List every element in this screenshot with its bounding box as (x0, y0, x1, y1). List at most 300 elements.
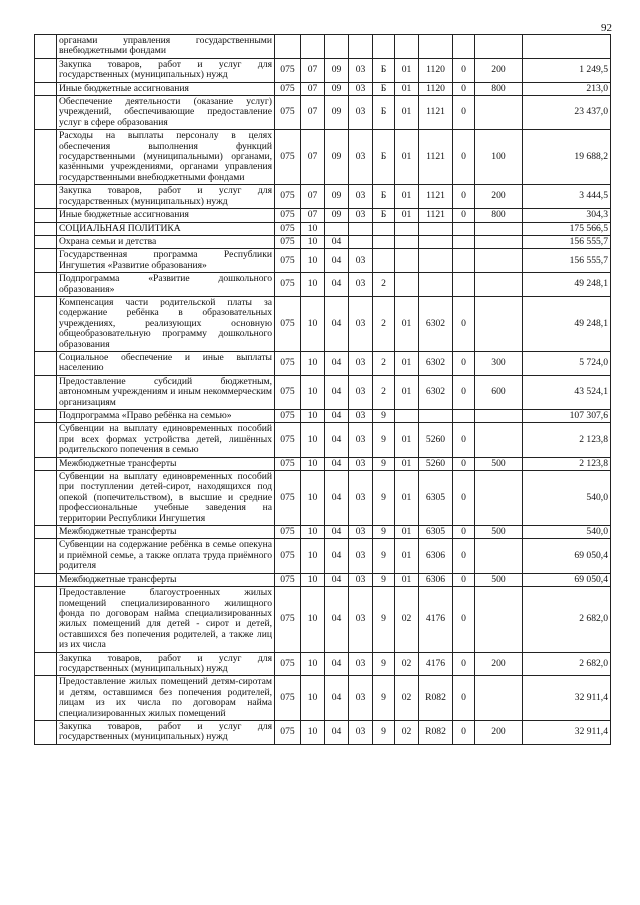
item-name-cell: органами управления государственными внебюджетными фондами (57, 35, 275, 59)
item-name-cell: Субвенции на выплату единовременных пособий при поступлении детей-сирот, находящихся под опекой (попечительством), в высшие и средние профессиональные учебные заведения на территории Республики Ингушетия (57, 471, 275, 526)
subprogram-code-cell: 9 (373, 457, 395, 470)
direction-code-cell: 1121 (419, 209, 453, 222)
section-code-cell: 07 (301, 96, 325, 130)
row-margin-cell (35, 471, 57, 526)
table-row (35, 410, 611, 423)
section-code-cell: 07 (301, 130, 325, 185)
section-code-cell: 10 (301, 587, 325, 652)
table-row (35, 209, 611, 222)
item-name-cell: Охрана семьи и детства (57, 235, 275, 248)
section-code-cell: 10 (301, 235, 325, 248)
table-row (35, 130, 611, 185)
subsection-code-cell: 04 (325, 526, 349, 539)
amount-cell (523, 35, 611, 59)
amount-cell: 19 688,2 (523, 130, 611, 185)
program-code-cell: 03 (349, 249, 373, 273)
section-code-cell: 07 (301, 82, 325, 95)
expense-type-cell: 100 (475, 130, 523, 185)
extra-code-cell: 0 (453, 185, 475, 209)
subsection-code-cell: 04 (325, 351, 349, 375)
subsection-code-cell: 04 (325, 457, 349, 470)
extra-code-cell: 0 (453, 587, 475, 652)
direction-code-cell: 4176 (419, 652, 453, 676)
activity-code-cell (395, 222, 419, 235)
direction-code-cell: 1121 (419, 96, 453, 130)
expense-type-cell: 500 (475, 457, 523, 470)
program-code-cell (349, 35, 373, 59)
program-code-cell: 03 (349, 96, 373, 130)
item-name-cell: Компенсация части родительской платы за содержание ребёнка в образовательных учреждениях, реализующих основную общеобразовательную программу дошкольного образования (57, 296, 275, 351)
subsection-code-cell (325, 35, 349, 59)
item-name-cell: Государственная программа Республики Ингушетия «Развитие образования» (57, 249, 275, 273)
subsection-code-cell: 09 (325, 209, 349, 222)
row-margin-cell (35, 58, 57, 82)
subsection-code-cell: 04 (325, 471, 349, 526)
expense-type-cell (475, 676, 523, 721)
subsection-code-cell: 09 (325, 82, 349, 95)
item-name-cell: Подпрограмма «Право ребёнка на семью» (57, 410, 275, 423)
row-margin-cell (35, 235, 57, 248)
amount-cell: 540,0 (523, 526, 611, 539)
subsection-code-cell: 04 (325, 273, 349, 297)
section-code-cell: 07 (301, 58, 325, 82)
extra-code-cell: 0 (453, 423, 475, 457)
budget-table (34, 34, 611, 745)
program-code-cell (349, 222, 373, 235)
extra-code-cell: 0 (453, 130, 475, 185)
subprogram-code-cell (373, 249, 395, 273)
row-margin-cell (35, 573, 57, 586)
expense-type-cell: 200 (475, 58, 523, 82)
program-code-cell: 03 (349, 720, 373, 744)
ministry-code-cell: 075 (275, 209, 301, 222)
extra-code-cell (453, 273, 475, 297)
ministry-code-cell: 075 (275, 720, 301, 744)
subsection-code-cell (325, 222, 349, 235)
direction-code-cell: 6306 (419, 573, 453, 586)
extra-code-cell: 0 (453, 96, 475, 130)
item-name-cell: Субвенции на выплату единовременных пособий при всех формах устройства детей, лишённых родительского попечения в семью (57, 423, 275, 457)
extra-code-cell: 0 (453, 82, 475, 95)
activity-code-cell: 01 (395, 130, 419, 185)
row-margin-cell (35, 209, 57, 222)
direction-code-cell (419, 235, 453, 248)
program-code-cell: 03 (349, 58, 373, 82)
item-name-cell: Закупка товаров, работ и услуг для государственных (муниципальных) нужд (57, 58, 275, 82)
amount-cell: 2 682,0 (523, 652, 611, 676)
expense-type-cell (475, 235, 523, 248)
section-code-cell: 07 (301, 209, 325, 222)
row-margin-cell (35, 423, 57, 457)
ministry-code-cell: 075 (275, 471, 301, 526)
activity-code-cell: 02 (395, 720, 419, 744)
expense-type-cell: 200 (475, 185, 523, 209)
amount-cell: 540,0 (523, 471, 611, 526)
table-row (35, 526, 611, 539)
subsection-code-cell: 04 (325, 296, 349, 351)
subsection-code-cell: 09 (325, 185, 349, 209)
amount-cell: 304,3 (523, 209, 611, 222)
expense-type-cell (475, 296, 523, 351)
item-name-cell: СОЦИАЛЬНАЯ ПОЛИТИКА (57, 222, 275, 235)
row-margin-cell (35, 82, 57, 95)
activity-code-cell (395, 235, 419, 248)
extra-code-cell: 0 (453, 209, 475, 222)
table-row (35, 82, 611, 95)
program-code-cell: 03 (349, 410, 373, 423)
direction-code-cell: 1120 (419, 82, 453, 95)
item-name-cell: Обеспечение деятельности (оказание услуг) учреждений, обеспечивающие предоставление услуг в сфере образования (57, 96, 275, 130)
subprogram-code-cell: 2 (373, 273, 395, 297)
expense-type-cell: 300 (475, 351, 523, 375)
subprogram-code-cell: 2 (373, 375, 395, 409)
program-code-cell: 03 (349, 82, 373, 95)
subsection-code-cell: 09 (325, 58, 349, 82)
activity-code-cell (395, 410, 419, 423)
amount-cell: 69 050,4 (523, 573, 611, 586)
item-name-cell: Закупка товаров, работ и услуг для государственных (муниципальных) нужд (57, 185, 275, 209)
row-margin-cell (35, 273, 57, 297)
extra-code-cell (453, 35, 475, 59)
direction-code-cell: 1120 (419, 58, 453, 82)
activity-code-cell: 01 (395, 539, 419, 573)
subprogram-code-cell: 9 (373, 526, 395, 539)
row-margin-cell (35, 720, 57, 744)
table-row (35, 58, 611, 82)
section-code-cell: 10 (301, 249, 325, 273)
amount-cell: 32 911,4 (523, 720, 611, 744)
ministry-code-cell: 075 (275, 130, 301, 185)
ministry-code-cell: 075 (275, 296, 301, 351)
amount-cell: 32 911,4 (523, 676, 611, 721)
activity-code-cell: 01 (395, 58, 419, 82)
section-code-cell: 10 (301, 273, 325, 297)
section-code-cell: 10 (301, 222, 325, 235)
expense-type-cell (475, 423, 523, 457)
table-row (35, 35, 611, 59)
section-code-cell: 10 (301, 457, 325, 470)
section-code-cell: 10 (301, 539, 325, 573)
row-margin-cell (35, 410, 57, 423)
subprogram-code-cell (373, 35, 395, 59)
amount-cell: 43 524,1 (523, 375, 611, 409)
section-code-cell (301, 35, 325, 59)
program-code-cell: 03 (349, 273, 373, 297)
item-name-cell: Межбюджетные трансферты (57, 457, 275, 470)
activity-code-cell: 01 (395, 573, 419, 586)
table-row (35, 185, 611, 209)
amount-cell: 49 248,1 (523, 296, 611, 351)
subprogram-code-cell: Б (373, 185, 395, 209)
ministry-code-cell: 075 (275, 185, 301, 209)
program-code-cell: 03 (349, 471, 373, 526)
direction-code-cell: 6302 (419, 296, 453, 351)
subprogram-code-cell: Б (373, 130, 395, 185)
extra-code-cell: 0 (453, 539, 475, 573)
program-code-cell: 03 (349, 185, 373, 209)
activity-code-cell: 01 (395, 423, 419, 457)
item-name-cell: Закупка товаров, работ и услуг для государственных (муниципальных) нужд (57, 720, 275, 744)
activity-code-cell: 01 (395, 209, 419, 222)
extra-code-cell (453, 249, 475, 273)
direction-code-cell: 6306 (419, 539, 453, 573)
expense-type-cell (475, 587, 523, 652)
activity-code-cell: 02 (395, 587, 419, 652)
subprogram-code-cell: 9 (373, 587, 395, 652)
section-code-cell: 10 (301, 296, 325, 351)
table-row (35, 676, 611, 721)
activity-code-cell: 01 (395, 375, 419, 409)
amount-cell: 107 307,6 (523, 410, 611, 423)
item-name-cell: Закупка товаров, работ и услуг для государственных (муниципальных) нужд (57, 652, 275, 676)
row-margin-cell (35, 457, 57, 470)
subprogram-code-cell (373, 222, 395, 235)
ministry-code-cell: 075 (275, 423, 301, 457)
table-row (35, 652, 611, 676)
subprogram-code-cell: 2 (373, 351, 395, 375)
section-code-cell: 10 (301, 410, 325, 423)
direction-code-cell (419, 249, 453, 273)
subsection-code-cell: 04 (325, 587, 349, 652)
subsection-code-cell: 09 (325, 130, 349, 185)
row-margin-cell (35, 351, 57, 375)
program-code-cell: 03 (349, 375, 373, 409)
section-code-cell: 10 (301, 720, 325, 744)
table-row (35, 296, 611, 351)
program-code-cell: 03 (349, 526, 373, 539)
amount-cell: 23 437,0 (523, 96, 611, 130)
ministry-code-cell: 075 (275, 58, 301, 82)
subprogram-code-cell: Б (373, 58, 395, 82)
item-name-cell: Межбюджетные трансферты (57, 573, 275, 586)
expense-type-cell: 200 (475, 720, 523, 744)
amount-cell: 1 249,5 (523, 58, 611, 82)
amount-cell: 156 555,7 (523, 235, 611, 248)
amount-cell: 49 248,1 (523, 273, 611, 297)
expense-type-cell: 500 (475, 573, 523, 586)
expense-type-cell: 800 (475, 82, 523, 95)
amount-cell: 175 566,5 (523, 222, 611, 235)
item-name-cell: Подпрограмма «Развитие дошкольного образования» (57, 273, 275, 297)
subsection-code-cell: 04 (325, 720, 349, 744)
direction-code-cell: R082 (419, 720, 453, 744)
activity-code-cell: 01 (395, 96, 419, 130)
table-row (35, 222, 611, 235)
activity-code-cell: 02 (395, 676, 419, 721)
row-margin-cell (35, 185, 57, 209)
subprogram-code-cell: Б (373, 209, 395, 222)
extra-code-cell: 0 (453, 526, 475, 539)
item-name-cell: Предоставление субсидий бюджетным, автономным учреждениям и иным некоммерческим организациям (57, 375, 275, 409)
subprogram-code-cell: 9 (373, 573, 395, 586)
row-margin-cell (35, 375, 57, 409)
table-row (35, 375, 611, 409)
program-code-cell: 03 (349, 457, 373, 470)
subsection-code-cell: 04 (325, 423, 349, 457)
amount-cell: 69 050,4 (523, 539, 611, 573)
ministry-code-cell: 075 (275, 375, 301, 409)
table-row (35, 471, 611, 526)
expense-type-cell: 800 (475, 209, 523, 222)
extra-code-cell (453, 410, 475, 423)
subsection-code-cell: 04 (325, 235, 349, 248)
extra-code-cell (453, 235, 475, 248)
program-code-cell: 03 (349, 130, 373, 185)
program-code-cell: 03 (349, 573, 373, 586)
amount-cell: 2 123,8 (523, 457, 611, 470)
extra-code-cell (453, 222, 475, 235)
ministry-code-cell (275, 35, 301, 59)
subprogram-code-cell: 9 (373, 423, 395, 457)
ministry-code-cell: 075 (275, 457, 301, 470)
row-margin-cell (35, 249, 57, 273)
row-margin-cell (35, 526, 57, 539)
direction-code-cell: 6305 (419, 471, 453, 526)
subsection-code-cell: 04 (325, 249, 349, 273)
program-code-cell (349, 235, 373, 248)
program-code-cell: 03 (349, 676, 373, 721)
expense-type-cell (475, 222, 523, 235)
item-name-cell: Расходы на выплаты персоналу в целях обеспечения выполнения функций государственными (муниципальными) органами, казёнными учреждениями, органами управления государственными внебюджетными фондами (57, 130, 275, 185)
direction-code-cell: 5260 (419, 457, 453, 470)
expense-type-cell (475, 273, 523, 297)
ministry-code-cell: 075 (275, 82, 301, 95)
activity-code-cell: 01 (395, 185, 419, 209)
subsection-code-cell: 04 (325, 573, 349, 586)
direction-code-cell (419, 410, 453, 423)
section-code-cell: 10 (301, 423, 325, 457)
row-margin-cell (35, 652, 57, 676)
amount-cell: 3 444,5 (523, 185, 611, 209)
section-code-cell: 10 (301, 375, 325, 409)
program-code-cell: 03 (349, 587, 373, 652)
table-row (35, 573, 611, 586)
activity-code-cell: 01 (395, 351, 419, 375)
subsection-code-cell: 04 (325, 652, 349, 676)
direction-code-cell: 6302 (419, 375, 453, 409)
section-code-cell: 10 (301, 573, 325, 586)
item-name-cell: Предоставление благоустроенных жилых помещений специализированного жилищного фонда по договорам найма специализированных жилых помещений для детей - сирот и детей, оставшихся без попечения родителей, а также лиц из их числа (57, 587, 275, 652)
subprogram-code-cell: 9 (373, 539, 395, 573)
ministry-code-cell: 075 (275, 652, 301, 676)
amount-cell: 2 682,0 (523, 587, 611, 652)
direction-code-cell: 5260 (419, 423, 453, 457)
activity-code-cell: 02 (395, 652, 419, 676)
activity-code-cell (395, 249, 419, 273)
ministry-code-cell: 075 (275, 676, 301, 721)
amount-cell: 5 724,0 (523, 351, 611, 375)
expense-type-cell (475, 410, 523, 423)
program-code-cell: 03 (349, 209, 373, 222)
subprogram-code-cell (373, 235, 395, 248)
direction-code-cell (419, 35, 453, 59)
table-row (35, 249, 611, 273)
amount-cell: 213,0 (523, 82, 611, 95)
program-code-cell: 03 (349, 351, 373, 375)
ministry-code-cell: 075 (275, 573, 301, 586)
section-code-cell: 10 (301, 471, 325, 526)
ministry-code-cell: 075 (275, 273, 301, 297)
table-row (35, 351, 611, 375)
program-code-cell: 03 (349, 539, 373, 573)
extra-code-cell: 0 (453, 720, 475, 744)
table-row (35, 720, 611, 744)
ministry-code-cell: 075 (275, 351, 301, 375)
activity-code-cell: 01 (395, 82, 419, 95)
subprogram-code-cell: Б (373, 82, 395, 95)
section-code-cell: 10 (301, 351, 325, 375)
section-code-cell: 10 (301, 676, 325, 721)
ministry-code-cell: 075 (275, 587, 301, 652)
table-row (35, 539, 611, 573)
ministry-code-cell: 075 (275, 539, 301, 573)
extra-code-cell: 0 (453, 375, 475, 409)
extra-code-cell: 0 (453, 351, 475, 375)
item-name-cell: Межбюджетные трансферты (57, 526, 275, 539)
row-margin-cell (35, 296, 57, 351)
ministry-code-cell: 075 (275, 526, 301, 539)
table-row (35, 423, 611, 457)
extra-code-cell: 0 (453, 676, 475, 721)
subprogram-code-cell: 9 (373, 471, 395, 526)
expense-type-cell (475, 96, 523, 130)
direction-code-cell: 4176 (419, 587, 453, 652)
subprogram-code-cell: Б (373, 96, 395, 130)
extra-code-cell: 0 (453, 573, 475, 586)
activity-code-cell: 01 (395, 526, 419, 539)
activity-code-cell: 01 (395, 457, 419, 470)
expense-type-cell: 600 (475, 375, 523, 409)
extra-code-cell: 0 (453, 652, 475, 676)
item-name-cell: Субвенции на содержание ребёнка в семье опекуна и приёмной семье, а также оплата труда приёмного родителя (57, 539, 275, 573)
extra-code-cell: 0 (453, 58, 475, 82)
expense-type-cell (475, 249, 523, 273)
amount-cell: 2 123,8 (523, 423, 611, 457)
direction-code-cell: 6305 (419, 526, 453, 539)
subprogram-code-cell: 9 (373, 410, 395, 423)
item-name-cell: Иные бюджетные ассигнования (57, 209, 275, 222)
extra-code-cell: 0 (453, 457, 475, 470)
program-code-cell: 03 (349, 423, 373, 457)
extra-code-cell: 0 (453, 296, 475, 351)
subprogram-code-cell: 9 (373, 676, 395, 721)
direction-code-cell: 6302 (419, 351, 453, 375)
subprogram-code-cell: 9 (373, 652, 395, 676)
subsection-code-cell: 04 (325, 410, 349, 423)
item-name-cell: Предоставление жилых помещений детям-сиротам и детям, оставшимся без попечения родителей, лицам из их числа по договорам найма специализированных жилых помещений (57, 676, 275, 721)
item-name-cell: Социальное обеспечение и иные выплаты населению (57, 351, 275, 375)
row-margin-cell (35, 676, 57, 721)
subprogram-code-cell: 9 (373, 720, 395, 744)
table-row (35, 235, 611, 248)
ministry-code-cell: 075 (275, 235, 301, 248)
activity-code-cell: 01 (395, 471, 419, 526)
section-code-cell: 10 (301, 526, 325, 539)
ministry-code-cell: 075 (275, 222, 301, 235)
subsection-code-cell: 09 (325, 96, 349, 130)
expense-type-cell (475, 35, 523, 59)
subsection-code-cell: 04 (325, 539, 349, 573)
section-code-cell: 07 (301, 185, 325, 209)
activity-code-cell: 01 (395, 296, 419, 351)
item-name-cell: Иные бюджетные ассигнования (57, 82, 275, 95)
direction-code-cell (419, 273, 453, 297)
section-code-cell: 10 (301, 652, 325, 676)
table-row (35, 457, 611, 470)
amount-cell: 156 555,7 (523, 249, 611, 273)
table-row (35, 273, 611, 297)
subprogram-code-cell: 2 (373, 296, 395, 351)
